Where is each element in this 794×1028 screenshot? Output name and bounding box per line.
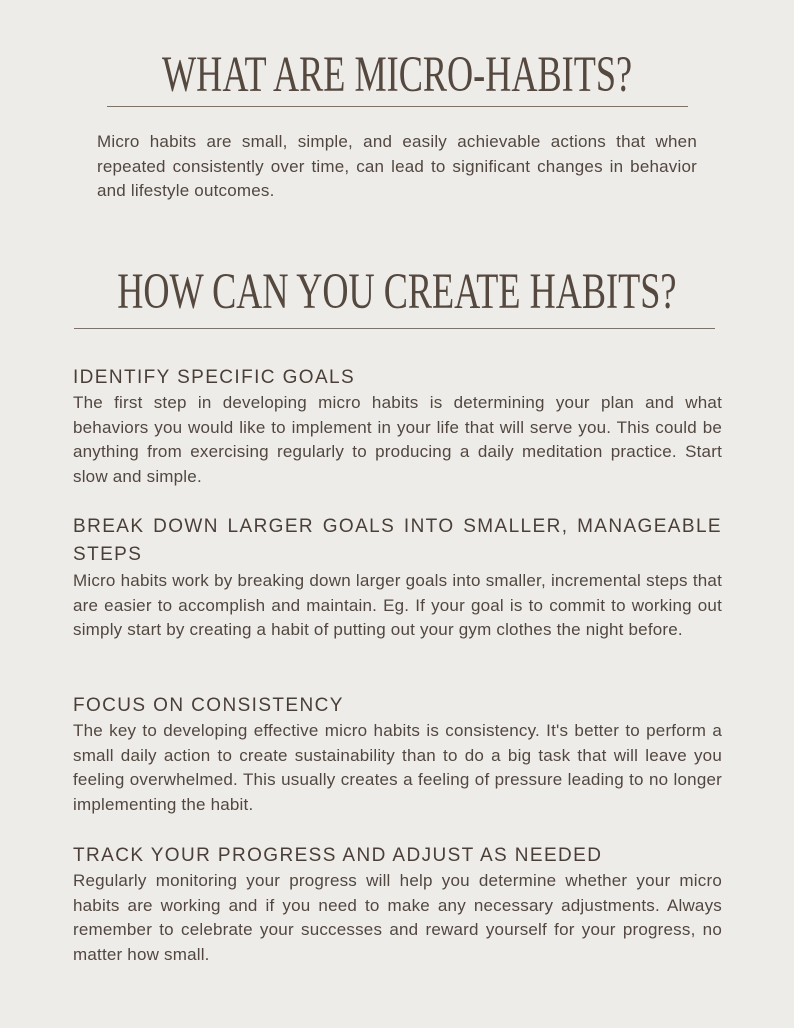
step-body-track-progress: Regularly monitoring your progress will help you determine whether your micro habits are working and if you need to make any necessary adjustments. Always remember to celebrate your successes and reward yourself for your progress, no matter how small.	[73, 871, 722, 964]
step-heading-consistency: FOCUS ON CONSISTENCY	[73, 695, 344, 716]
intro-paragraph: Micro habits are small, simple, and easily achievable actions that when repeated consistently over time, can lead to significant changes in behavior and lifestyle outcomes.	[97, 132, 697, 200]
step-body-break-down-goals: Micro habits work by breaking down larger goals into smaller, incremental steps that are easier to accomplish and maintain. Eg. If your goal is to commit to working out simply start by creating a habit of putting out your gym clothes the night before.	[73, 571, 722, 639]
title-divider	[107, 106, 688, 107]
page-title	[0, 47, 794, 103]
section-title-text: HOW CAN YOU CREATE HABITS?	[117, 264, 677, 320]
section-title	[0, 264, 794, 320]
step-heading-identify-goals: IDENTIFY SPECIFIC GOALS	[73, 367, 356, 388]
step-heading-track-progress: TRACK YOUR PROGRESS AND ADJUST AS NEEDED	[73, 845, 603, 866]
page-title-text: WHAT ARE MICRO-HABITS?	[161, 47, 633, 103]
step-body-identify-goals: The first step in developing micro habits is determining your plan and what behaviors you would like to implement in your life that will serve you. This could be anything from exercising regularly to producing a daily meditation practice. Start slow and simple.	[73, 393, 722, 486]
step-heading-break-down-goals: BREAK DOWN LARGER GOALS INTO SMALLER, MANAGEABLE STEPS	[73, 516, 722, 565]
section-divider	[74, 328, 715, 329]
step-body-consistency: The key to developing effective micro habits is consistency. It's better to perform a small daily action to create sustainability than to do a big task that will leave you feeling overwhelmed. This usually creates a feeling of pressure leading to no longer implementing the habit.	[73, 721, 722, 814]
